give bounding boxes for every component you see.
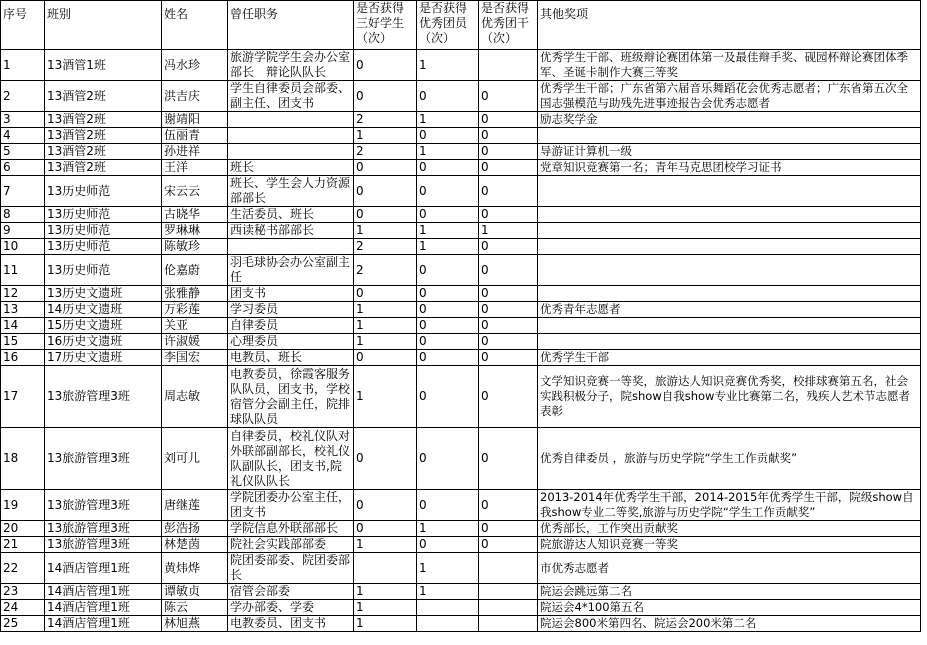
table-row bbox=[1, 128, 921, 144]
cell-seq[interactable]: 23 bbox=[1, 584, 45, 600]
cell-position[interactable]: 学院团委办公室主任，团支书 bbox=[228, 490, 354, 521]
cell-seq[interactable]: 22 bbox=[1, 553, 45, 584]
cell-league-member[interactable]: 0 bbox=[417, 128, 479, 144]
cell-league-cadre[interactable]: 0 bbox=[479, 128, 538, 144]
cell-seq[interactable]: 8 bbox=[1, 207, 45, 223]
cell-class[interactable]: 14酒店管理1班 bbox=[45, 616, 162, 632]
cell-merit-student[interactable]: 0 bbox=[354, 207, 417, 223]
cell-seq[interactable]: 14 bbox=[1, 318, 45, 334]
cell-class[interactable]: 13历史文遗班 bbox=[45, 286, 162, 302]
table-row bbox=[1, 334, 921, 350]
header-seq[interactable]: 序号 bbox=[1, 1, 45, 50]
cell-league-member[interactable]: 0 bbox=[417, 286, 479, 302]
cell-position[interactable] bbox=[228, 144, 354, 160]
cell-name[interactable]: 罗琳琳 bbox=[162, 223, 228, 239]
cell-league-member[interactable]: 1 bbox=[417, 144, 479, 160]
cell-league-cadre[interactable]: 0 bbox=[479, 255, 538, 286]
cell-class[interactable]: 13历史师范 bbox=[45, 223, 162, 239]
cell-league-member[interactable]: 0 bbox=[417, 160, 479, 176]
cell-league-member[interactable]: 0 bbox=[417, 207, 479, 223]
cell-class[interactable]: 14酒店管理1班 bbox=[45, 600, 162, 616]
cell-position[interactable]: 电教员、班长 bbox=[228, 350, 354, 366]
cell-class[interactable]: 13酒管1班 bbox=[45, 50, 162, 81]
cell-merit-student[interactable]: 0 bbox=[354, 428, 417, 490]
cell-position[interactable]: 班长 bbox=[228, 160, 354, 176]
cell-name[interactable]: 洪吉庆 bbox=[162, 81, 228, 112]
cell-other-awards[interactable]: 院运会4*100第五名 bbox=[538, 600, 921, 616]
cell-seq[interactable]: 3 bbox=[1, 112, 45, 128]
cell-name[interactable]: 唐继莲 bbox=[162, 490, 228, 521]
cell-class[interactable]: 14历史文遗班 bbox=[45, 302, 162, 318]
cell-league-member[interactable]: 0 bbox=[417, 490, 479, 521]
cell-seq[interactable]: 12 bbox=[1, 286, 45, 302]
cell-merit-student[interactable]: 1 bbox=[354, 334, 417, 350]
cell-other-awards[interactable]: 市优秀志愿者 bbox=[538, 553, 921, 584]
cell-seq[interactable]: 10 bbox=[1, 239, 45, 255]
cell-name[interactable]: 林旭燕 bbox=[162, 616, 228, 632]
cell-position[interactable]: 团支书 bbox=[228, 286, 354, 302]
cell-league-member[interactable]: 1 bbox=[417, 584, 479, 600]
table-row bbox=[1, 223, 921, 239]
cell-class[interactable]: 13历史师范 bbox=[45, 239, 162, 255]
cell-league-cadre[interactable]: 0 bbox=[479, 176, 538, 207]
cell-position[interactable]: 班长、学生会人力资源部部长 bbox=[228, 176, 354, 207]
cell-seq[interactable]: 9 bbox=[1, 223, 45, 239]
cell-league-cadre[interactable]: 0 bbox=[479, 81, 538, 112]
cell-league-cadre[interactable]: 0 bbox=[479, 350, 538, 366]
cell-class[interactable]: 13酒管2班 bbox=[45, 128, 162, 144]
cell-name[interactable]: 许淑媛 bbox=[162, 334, 228, 350]
cell-league-cadre[interactable]: 0 bbox=[479, 521, 538, 537]
cell-other-awards[interactable]: 优秀学生干部 bbox=[538, 350, 921, 366]
cell-class[interactable]: 13酒管2班 bbox=[45, 112, 162, 128]
table-row bbox=[1, 255, 921, 286]
cell-class[interactable]: 13酒管2班 bbox=[45, 160, 162, 176]
table-row bbox=[1, 318, 921, 334]
cell-name[interactable]: 周志敏 bbox=[162, 366, 228, 428]
cell-class[interactable]: 17历史文遗班 bbox=[45, 350, 162, 366]
cell-league-member[interactable] bbox=[417, 616, 479, 632]
cell-class[interactable]: 13旅游管理3班 bbox=[45, 537, 162, 553]
cell-league-cadre[interactable] bbox=[479, 50, 538, 81]
cell-league-cadre[interactable]: 0 bbox=[479, 334, 538, 350]
cell-other-awards[interactable] bbox=[538, 176, 921, 207]
cell-name[interactable]: 伦嘉蔚 bbox=[162, 255, 228, 286]
table-row bbox=[1, 81, 921, 112]
cell-seq[interactable]: 19 bbox=[1, 490, 45, 521]
cell-position[interactable]: 院社会实践部部委 bbox=[228, 537, 354, 553]
table-row bbox=[1, 160, 921, 176]
cell-merit-student[interactable]: 0 bbox=[354, 81, 417, 112]
cell-merit-student[interactable] bbox=[354, 553, 417, 584]
cell-merit-student[interactable]: 1 bbox=[354, 366, 417, 428]
cell-league-member[interactable]: 0 bbox=[417, 350, 479, 366]
cell-seq[interactable]: 13 bbox=[1, 302, 45, 318]
cell-merit-student[interactable]: 0 bbox=[354, 176, 417, 207]
header-class[interactable]: 班别 bbox=[45, 1, 162, 50]
cell-league-member[interactable]: 1 bbox=[417, 112, 479, 128]
cell-name[interactable]: 彭浩扬 bbox=[162, 521, 228, 537]
cell-seq[interactable]: 15 bbox=[1, 334, 45, 350]
header-position[interactable]: 曾任职务 bbox=[228, 1, 354, 50]
cell-league-member[interactable]: 1 bbox=[417, 553, 479, 584]
cell-league-member[interactable]: 0 bbox=[417, 81, 479, 112]
cell-merit-student[interactable]: 1 bbox=[354, 223, 417, 239]
cell-league-member[interactable]: 1 bbox=[417, 521, 479, 537]
cell-other-awards[interactable] bbox=[538, 239, 921, 255]
cell-merit-student[interactable]: 0 bbox=[354, 490, 417, 521]
cell-seq[interactable]: 4 bbox=[1, 128, 45, 144]
cell-league-cadre[interactable] bbox=[479, 584, 538, 600]
cell-merit-student[interactable]: 0 bbox=[354, 521, 417, 537]
cell-name[interactable]: 陈云 bbox=[162, 600, 228, 616]
header-merit-student[interactable]: 是否获得三好学生（次） bbox=[354, 1, 417, 50]
cell-class[interactable]: 14酒店管理1班 bbox=[45, 584, 162, 600]
cell-other-awards[interactable]: 院运会跳远第二名 bbox=[538, 584, 921, 600]
table-row bbox=[1, 302, 921, 318]
cell-class[interactable]: 13旅游管理3班 bbox=[45, 366, 162, 428]
cell-seq[interactable]: 16 bbox=[1, 350, 45, 366]
cell-other-awards[interactable] bbox=[538, 207, 921, 223]
header-name[interactable]: 姓名 bbox=[162, 1, 228, 50]
cell-other-awards[interactable]: 2013-2014年优秀学生干部，2014-2015年优秀学生干部，院级show自我show专业二等奖,旅游与历史学院“学生工作贡献奖” bbox=[538, 490, 921, 521]
cell-league-member[interactable]: 0 bbox=[417, 302, 479, 318]
cell-league-cadre[interactable]: 0 bbox=[479, 207, 538, 223]
cell-other-awards[interactable] bbox=[538, 223, 921, 239]
cell-name[interactable]: 谭敏贞 bbox=[162, 584, 228, 600]
cell-other-awards[interactable]: 院旅游达人知识竞赛一等奖 bbox=[538, 537, 921, 553]
table-row bbox=[1, 616, 921, 632]
cell-merit-student[interactable]: 2 bbox=[354, 255, 417, 286]
cell-merit-student[interactable]: 0 bbox=[354, 160, 417, 176]
table-row bbox=[1, 584, 921, 600]
cell-merit-student[interactable]: 0 bbox=[354, 350, 417, 366]
cell-name[interactable]: 伍丽青 bbox=[162, 128, 228, 144]
cell-position[interactable]: 宿管会部委 bbox=[228, 584, 354, 600]
cell-merit-student[interactable]: 1 bbox=[354, 128, 417, 144]
cell-class[interactable]: 13酒管2班 bbox=[45, 144, 162, 160]
cell-position[interactable]: 旅游学院学生会办公室部长 辩论队队长 bbox=[228, 50, 354, 81]
cell-other-awards[interactable]: 院运会800米第四名、院运会200米第二名 bbox=[538, 616, 921, 632]
cell-class[interactable]: 15历史文遗班 bbox=[45, 318, 162, 334]
cell-position[interactable]: 院团委部委、院团委部长 bbox=[228, 553, 354, 584]
cell-position[interactable]: 学院信息外联部部长 bbox=[228, 521, 354, 537]
header-league-member[interactable]: 是否获得优秀团员（次） bbox=[417, 1, 479, 50]
cell-league-cadre[interactable]: 1 bbox=[479, 223, 538, 239]
cell-merit-student[interactable]: 0 bbox=[354, 50, 417, 81]
table-row bbox=[1, 50, 921, 81]
cell-seq[interactable]: 11 bbox=[1, 255, 45, 286]
cell-name[interactable]: 林楚茵 bbox=[162, 537, 228, 553]
cell-league-member[interactable]: 0 bbox=[417, 366, 479, 428]
cell-name[interactable]: 陈敏珍 bbox=[162, 239, 228, 255]
header-league-cadre[interactable]: 是否获得优秀团干（次） bbox=[479, 1, 538, 50]
cell-league-member[interactable]: 0 bbox=[417, 176, 479, 207]
cell-position[interactable]: 电教委员，徐霞客服务队队员，团支书，学校宿管分会副主任，院排球队队员 bbox=[228, 366, 354, 428]
cell-seq[interactable]: 2 bbox=[1, 81, 45, 112]
table-row bbox=[1, 428, 921, 490]
cell-seq[interactable]: 6 bbox=[1, 160, 45, 176]
cell-league-cadre[interactable]: 0 bbox=[479, 239, 538, 255]
cell-league-member[interactable]: 0 bbox=[417, 537, 479, 553]
table-row bbox=[1, 144, 921, 160]
cell-league-member[interactable]: 1 bbox=[417, 50, 479, 81]
cell-position[interactable]: 自律委员 bbox=[228, 318, 354, 334]
cell-position[interactable]: 学办部委、学委 bbox=[228, 600, 354, 616]
cell-class[interactable]: 13历史师范 bbox=[45, 207, 162, 223]
cell-league-member[interactable]: 1 bbox=[417, 239, 479, 255]
cell-league-member[interactable]: 0 bbox=[417, 334, 479, 350]
cell-merit-student[interactable]: 1 bbox=[354, 600, 417, 616]
cell-league-cadre[interactable] bbox=[479, 616, 538, 632]
cell-merit-student[interactable]: 1 bbox=[354, 537, 417, 553]
cell-class[interactable]: 13旅游管理3班 bbox=[45, 490, 162, 521]
cell-position[interactable]: 羽毛球协会办公室副主任 bbox=[228, 255, 354, 286]
table-row bbox=[1, 553, 921, 584]
cell-other-awards[interactable]: 党章知识竞赛第一名；青年马克思团校学习证书 bbox=[538, 160, 921, 176]
cell-name[interactable]: 古晓华 bbox=[162, 207, 228, 223]
cell-seq[interactable]: 25 bbox=[1, 616, 45, 632]
cell-league-member[interactable]: 0 bbox=[417, 255, 479, 286]
cell-class[interactable]: 13旅游管理3班 bbox=[45, 521, 162, 537]
cell-position[interactable]: 心理委员 bbox=[228, 334, 354, 350]
cell-other-awards[interactable]: 优秀部长，工作突出贡献奖 bbox=[538, 521, 921, 537]
cell-seq[interactable]: 1 bbox=[1, 50, 45, 81]
header-row bbox=[1, 1, 921, 50]
cell-seq[interactable]: 17 bbox=[1, 366, 45, 428]
cell-merit-student[interactable]: 1 bbox=[354, 584, 417, 600]
cell-league-member[interactable]: 0 bbox=[417, 428, 479, 490]
cell-name[interactable]: 关亚 bbox=[162, 318, 228, 334]
cell-position[interactable]: 学习委员 bbox=[228, 302, 354, 318]
cell-merit-student[interactable]: 1 bbox=[354, 302, 417, 318]
cell-name[interactable]: 张雅静 bbox=[162, 286, 228, 302]
table-row bbox=[1, 112, 921, 128]
table-row bbox=[1, 600, 921, 616]
cell-league-member[interactable]: 0 bbox=[417, 318, 479, 334]
cell-position[interactable] bbox=[228, 128, 354, 144]
table-row bbox=[1, 286, 921, 302]
cell-other-awards[interactable]: 优秀自律委员 ，旅游与历史学院“学生工作贡献奖” bbox=[538, 428, 921, 490]
table-row bbox=[1, 537, 921, 553]
cell-class[interactable]: 14酒店管理1班 bbox=[45, 553, 162, 584]
cell-league-cadre[interactable]: 0 bbox=[479, 428, 538, 490]
cell-league-cadre[interactable]: 0 bbox=[479, 318, 538, 334]
cell-seq[interactable]: 7 bbox=[1, 176, 45, 207]
cell-league-cadre[interactable]: 0 bbox=[479, 144, 538, 160]
cell-league-cadre[interactable]: 0 bbox=[479, 112, 538, 128]
cell-merit-student[interactable]: 0 bbox=[354, 286, 417, 302]
cell-class[interactable]: 13酒管2班 bbox=[45, 81, 162, 112]
cell-position[interactable]: 学生自律委员会部委、副主任、团支书 bbox=[228, 81, 354, 112]
cell-position[interactable]: 生活委员、班长 bbox=[228, 207, 354, 223]
cell-league-cadre[interactable] bbox=[479, 553, 538, 584]
cell-position[interactable] bbox=[228, 239, 354, 255]
cell-class[interactable]: 13旅游管理3班 bbox=[45, 428, 162, 490]
cell-other-awards[interactable] bbox=[538, 318, 921, 334]
cell-seq[interactable]: 5 bbox=[1, 144, 45, 160]
cell-other-awards[interactable] bbox=[538, 128, 921, 144]
cell-class[interactable]: 13历史师范 bbox=[45, 176, 162, 207]
cell-league-member[interactable]: 1 bbox=[417, 223, 479, 239]
cell-name[interactable]: 刘可儿 bbox=[162, 428, 228, 490]
cell-league-cadre[interactable]: 0 bbox=[479, 286, 538, 302]
table-row bbox=[1, 490, 921, 521]
cell-name[interactable]: 万彩莲 bbox=[162, 302, 228, 318]
cell-seq[interactable]: 21 bbox=[1, 537, 45, 553]
cell-class[interactable]: 16历史文遗班 bbox=[45, 334, 162, 350]
cell-league-cadre[interactable]: 0 bbox=[479, 537, 538, 553]
cell-name[interactable]: 黄炜烨 bbox=[162, 553, 228, 584]
table-row bbox=[1, 366, 921, 428]
cell-other-awards[interactable]: 励志奖学金 bbox=[538, 112, 921, 128]
table-row bbox=[1, 521, 921, 537]
cell-name[interactable]: 王洋 bbox=[162, 160, 228, 176]
cell-name[interactable]: 李国宏 bbox=[162, 350, 228, 366]
cell-position[interactable]: 电教委员、团支书 bbox=[228, 616, 354, 632]
cell-position[interactable] bbox=[228, 112, 354, 128]
cell-other-awards[interactable] bbox=[538, 255, 921, 286]
cell-other-awards[interactable]: 优秀学生干部；广东省第六届音乐舞蹈花会优秀志愿者；广东省第五次全国志强模范与助残先进事迹报告会优秀志愿者 bbox=[538, 81, 921, 112]
cell-merit-student[interactable]: 1 bbox=[354, 616, 417, 632]
cell-merit-student[interactable]: 2 bbox=[354, 144, 417, 160]
cell-merit-student[interactable]: 2 bbox=[354, 239, 417, 255]
table-row bbox=[1, 350, 921, 366]
cell-seq[interactable]: 24 bbox=[1, 600, 45, 616]
header-other-awards[interactable]: 其他奖项 bbox=[538, 1, 921, 50]
cell-class[interactable]: 13历史师范 bbox=[45, 255, 162, 286]
cell-merit-student[interactable]: 1 bbox=[354, 318, 417, 334]
cell-name[interactable]: 冯水珍 bbox=[162, 50, 228, 81]
cell-league-cadre[interactable]: 0 bbox=[479, 160, 538, 176]
cell-seq[interactable]: 20 bbox=[1, 521, 45, 537]
cell-name[interactable]: 谢靖阳 bbox=[162, 112, 228, 128]
cell-other-awards[interactable]: 导游证计算机一级 bbox=[538, 144, 921, 160]
cell-league-cadre[interactable]: 0 bbox=[479, 490, 538, 521]
cell-league-cadre[interactable]: 0 bbox=[479, 366, 538, 428]
cell-name[interactable]: 孙进祥 bbox=[162, 144, 228, 160]
table-row bbox=[1, 239, 921, 255]
cell-name[interactable]: 宋云云 bbox=[162, 176, 228, 207]
cell-other-awards[interactable] bbox=[538, 334, 921, 350]
cell-league-cadre[interactable] bbox=[479, 600, 538, 616]
cell-seq[interactable]: 18 bbox=[1, 428, 45, 490]
cell-league-member[interactable] bbox=[417, 600, 479, 616]
table-row bbox=[1, 207, 921, 223]
cell-position[interactable]: 西读秘书部部长 bbox=[228, 223, 354, 239]
cell-position[interactable]: 自律委员，校礼仪队对外联部副部长，校礼仪队副队长，团支书,院礼仪队队长 bbox=[228, 428, 354, 490]
cell-merit-student[interactable]: 2 bbox=[354, 112, 417, 128]
cell-other-awards[interactable] bbox=[538, 286, 921, 302]
table-row bbox=[1, 176, 921, 207]
cell-other-awards[interactable]: 文学知识竞赛一等奖，旅游达人知识竞赛优秀奖，校排球赛第五名，社会实践积极分子，院show自我show专业比赛第二名，残疾人艺术节志愿者表彰 bbox=[538, 366, 921, 428]
cell-league-cadre[interactable]: 0 bbox=[479, 302, 538, 318]
cell-other-awards[interactable]: 优秀青年志愿者 bbox=[538, 302, 921, 318]
cell-other-awards[interactable]: 优秀学生干部、班级辩论赛团体第一及最佳辩手奖、砚园杯辩论赛团体季军、圣诞卡制作大赛三等奖 bbox=[538, 50, 921, 81]
